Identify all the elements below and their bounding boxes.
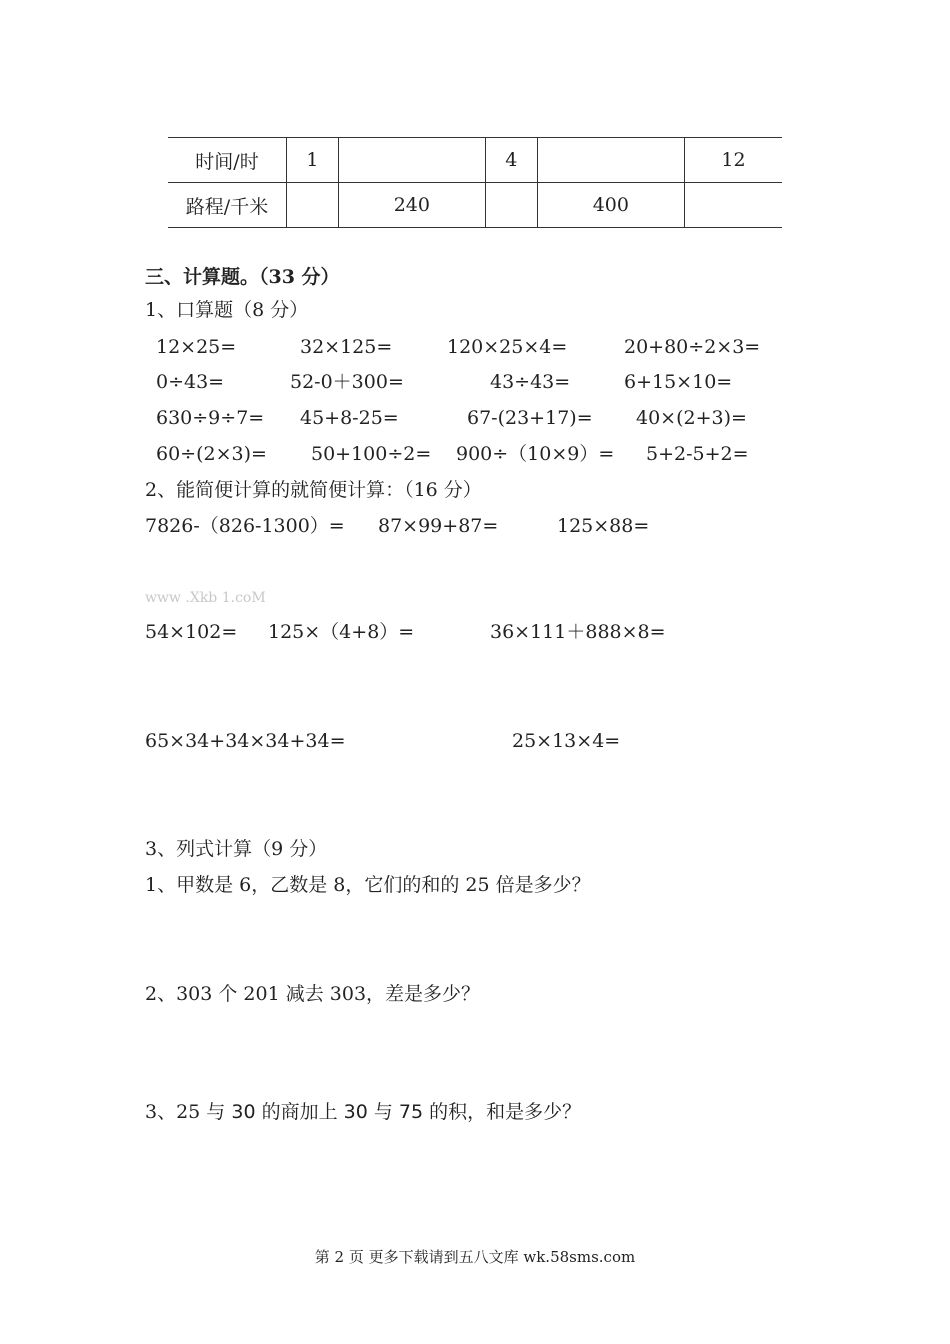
simplify-item: 25×13×4= — [512, 730, 621, 752]
table-cell: 240 — [338, 183, 485, 228]
table-row — [168, 183, 782, 228]
table-cell — [537, 138, 684, 183]
page-footer: 第 2 页 更多下载请到五八文库 wk.58sms.com — [314, 1248, 636, 1266]
table-row-header: 路程/千米 — [168, 183, 287, 228]
mental-math-item: 50+100÷2= — [311, 443, 432, 465]
mental-math-item: 900÷（10×9）= — [456, 443, 615, 465]
watermark: www .Xkb 1.coM — [145, 590, 266, 606]
table-row-header: 时间/时 — [168, 138, 287, 183]
word-problem: 2、303 个 201 减去 303，差是多少？ — [145, 983, 481, 1005]
simplify-item: 7826-（826-1300）= — [145, 515, 345, 537]
simplify-item: 125×（4+8）= — [268, 621, 415, 643]
simplify-item: 54×102= — [145, 621, 238, 643]
mental-math-item: 20+80÷2×3= — [624, 336, 761, 358]
word-problem: 3、25 与 30 的商加上 30 与 75 的积，和是多少？ — [145, 1101, 582, 1123]
mental-math-item: 630÷9÷7= — [156, 407, 265, 429]
mental-math-item: 40×(2+3)= — [636, 407, 747, 429]
word-problem: 1、甲数是 6，乙数是 8，它们的和的 25 倍是多少？ — [145, 874, 591, 896]
part3-title: 3、列式计算（9 分） — [145, 838, 328, 860]
table-cell — [287, 183, 339, 228]
table-cell: 400 — [537, 183, 684, 228]
table-row — [168, 138, 782, 183]
mental-math-item: 0÷43= — [156, 371, 225, 393]
part1-title: 1、口算题（8 分） — [145, 299, 309, 321]
table-cell: 4 — [485, 138, 537, 183]
mental-math-item: 5+2-5+2= — [646, 443, 749, 465]
time-distance-table — [168, 137, 782, 228]
simplify-item: 65×34+34×34+34= — [145, 730, 346, 752]
table-cell — [485, 183, 537, 228]
mental-math-item: 43÷43= — [490, 371, 571, 393]
table-cell: 1 — [287, 138, 339, 183]
mental-math-item: 52-0＋300= — [290, 371, 404, 393]
section-title: 三、计算题。（33 分） — [145, 266, 340, 288]
mental-math-item: 6+15×10= — [624, 371, 733, 393]
mental-math-item: 67-(23+17)= — [467, 407, 593, 429]
simplify-item: 36×111＋888×8= — [490, 621, 666, 643]
table-cell — [684, 183, 782, 228]
table-cell — [338, 138, 485, 183]
simplify-item: 87×99+87= — [378, 515, 499, 537]
mental-math-item: 12×25= — [156, 336, 237, 358]
part2-title: 2、能简便计算的就简便计算：（16 分） — [145, 479, 482, 501]
mental-math-item: 32×125= — [300, 336, 393, 358]
table-cell: 12 — [684, 138, 782, 183]
mental-math-item: 60÷(2×3)= — [156, 443, 267, 465]
simplify-item: 125×88= — [557, 515, 650, 537]
mental-math-item: 45+8-25= — [300, 407, 399, 429]
mental-math-item: 120×25×4= — [447, 336, 568, 358]
